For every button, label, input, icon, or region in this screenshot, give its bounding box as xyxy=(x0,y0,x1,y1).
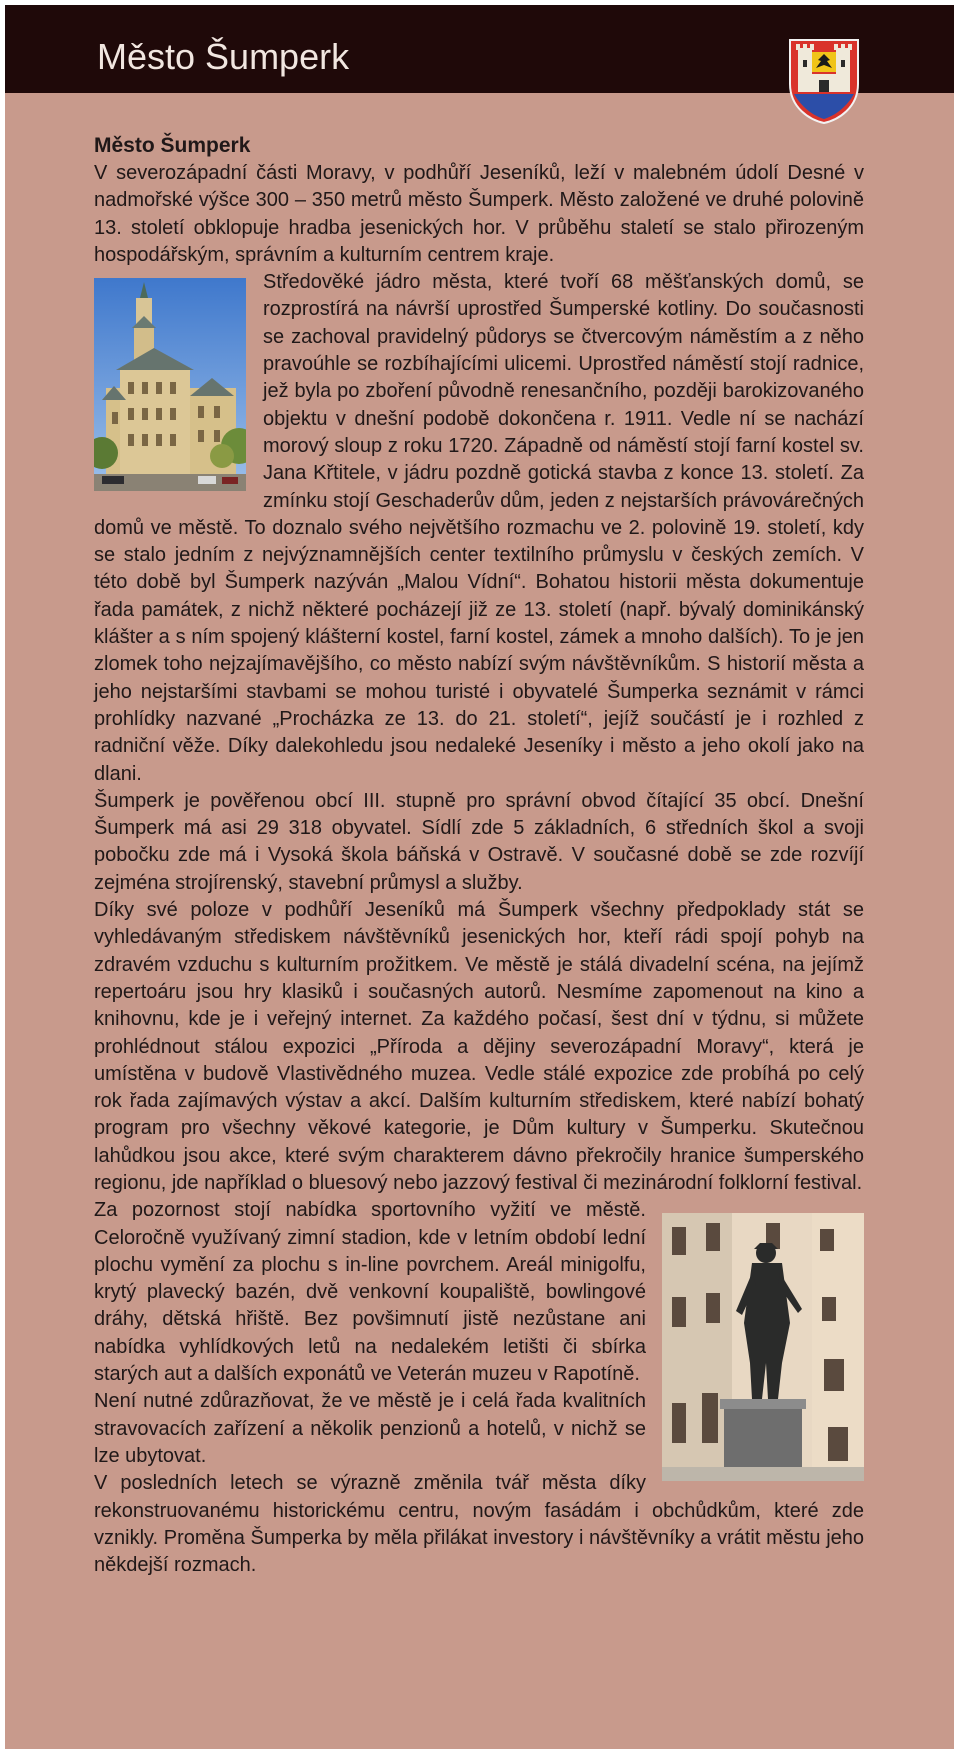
culture-paragraph: Díky své poloze v podhůří Jeseníků má Šumperk všechny předpoklady stát se vyhledávaným střediskem návštěvníků jesenických hor, kteří rádi spojí pohyb na zdravém vzduchu s kulturním prožitkem. Ve městě je stálá divadelní scéna, na jejímž repertoáru jsou hry klasiků i současných autorů. Nesmíme zapomenout na kino a knihovnu, kde je i veřejný internet. Za každého počasí, šest dní v týdnu, si můžete prohlédnout stálou expozici „Příroda a dějiny severozápadní Moravy“, která je umístěna v budově Vlastivědného muzea. Vedle stálé expozice zde probíhá po celý rok řada zajímavých výstav a akcí. Dalším kulturním střediskem, které nabízí bohatý program pro všechny věkové kategorie, je Dům kultury v Šumperku. Skutečnou lahůdkou jsou akce, které svým charakterem dávno překročily hranice šumperského regionu, jde například o bluesový nebo jazzový festival či mezinárodní folklorní festival. xyxy=(94,899,864,1194)
article-heading: Město Šumperk xyxy=(94,134,251,157)
history-paragraph: Středověké jádro města, které tvoří 68 měšťanských domů, se rozprostírá na návrší uprostřed Šumperské kotliny. Do současnosti se zachoval pravidelný půdorys se čtvercovým náměstím a z něho pravoúhle se rozbíhajícími ulicemi. Uprostřed náměstí stojí radnice, jež byla po zboření původně renesančního, později barokizovaného objektu v dnešní podobě dokončena r. 1911. Vedle ní se nachází morový sloup z roku 1720. Západně od náměstí stojí farní kostel sv. Jana Křtitele, v jádru pozdně gotická stavba z konce 13. století. Za zmínku stojí Geschaderův dům, jeden z nejstarších právovárečných domů ve městě. To doznalo svého největšího rozmachu ve 2. polovině 19. století, kdy se stalo jedním z nejvýznamnějších center textilního průmyslu v českých zemích. V této době byl Šumperk nazýván „Malou Vídní“. Bohatou historii města dokumentuje řada památek, z nichž některé pocházejí již ze 13. století (např. bývalý dominikánský klášter a s ním spojený klášterní kostel, farní kostel, zámek a mnoho dalších). To je jen zlomek toho nejzajímavějšího, co město nabízí svým návštěvníkům. S historií města a jeho nejstaršími stavbami se mohou turisté i obyvatelé Šumperka seznámit v rámci prohlídky nazvané „Procházka ze 13. do 21. století“, jejíž součástí je i rozhled z radniční věže. Díky dalekohledu jsou nedaleké Jeseníky i město a jeho okolí jako na dlani. xyxy=(94,271,864,785)
development-paragraph: V posledních letech se výrazně změnila tvář města díky rekonstruovanému historickému centru, novým fasádám i obchůdkům, které zde vznikly. Proměna Šumperka by měla přilákat investory i návštěvníky a vrátit městu jeho někdejší rozmach. xyxy=(94,1472,864,1577)
statue-photo xyxy=(662,1213,864,1481)
article xyxy=(94,132,864,1579)
intro-paragraph: V severozápadní části Moravy, v podhůří Jeseníků, leží v malebném údolí Desné v nadmořské výšce 300 – 350 metrů město Šumperk. Město založené ve druhé polovině 13. století obklopuje hradba jesenických hor. V průběhu staletí se stalo přirozeným hospodářským, správním a kulturním centrem kraje. xyxy=(94,162,864,266)
page-title: Město Šumperk xyxy=(97,36,350,77)
sports-paragraph: Za pozornost stojí nabídka sportovního vyžití ve městě. Celoročně využívaný zimní stadion, kde v letním období lední plochu vymění za plochu s in-line povrchem. Areál minigolfu, krytý plavecký bazén, dvě venkovní koupaliště, bowlingové dráhy, dětská hřiště. Bez povšimnutí jistě nezůstane ani nabídka vyhlídkových letů na nedalekém letišti či sbírka starých aut a dalších exponátů ve Veterán muzeu v Rapotíně. xyxy=(94,1199,646,1386)
town-hall-photo xyxy=(94,278,246,491)
brochure-page xyxy=(5,5,954,1749)
accommodation-paragraph: Není nutné zdůrazňovat, že ve městě je i celá řada kvalitních stravovacích zařízení a několik penzionů a hotelů, v nichž se lze ubytovat. xyxy=(94,1390,646,1467)
city-crest-icon xyxy=(788,38,860,124)
administration-paragraph: Šumperk je pověřenou obcí III. stupně pro správní obvod čítající 35 obcí. Dnešní Šumperk má asi 29 318 obyvatel. Sídlí zde 5 základních, 6 středních škol a svoji pobočku zde má i Vysoká škola báňská v Ostravě. V současné době se zde rozvíjí zejména strojírenský, stavební průmysl a služby. xyxy=(94,789,864,894)
